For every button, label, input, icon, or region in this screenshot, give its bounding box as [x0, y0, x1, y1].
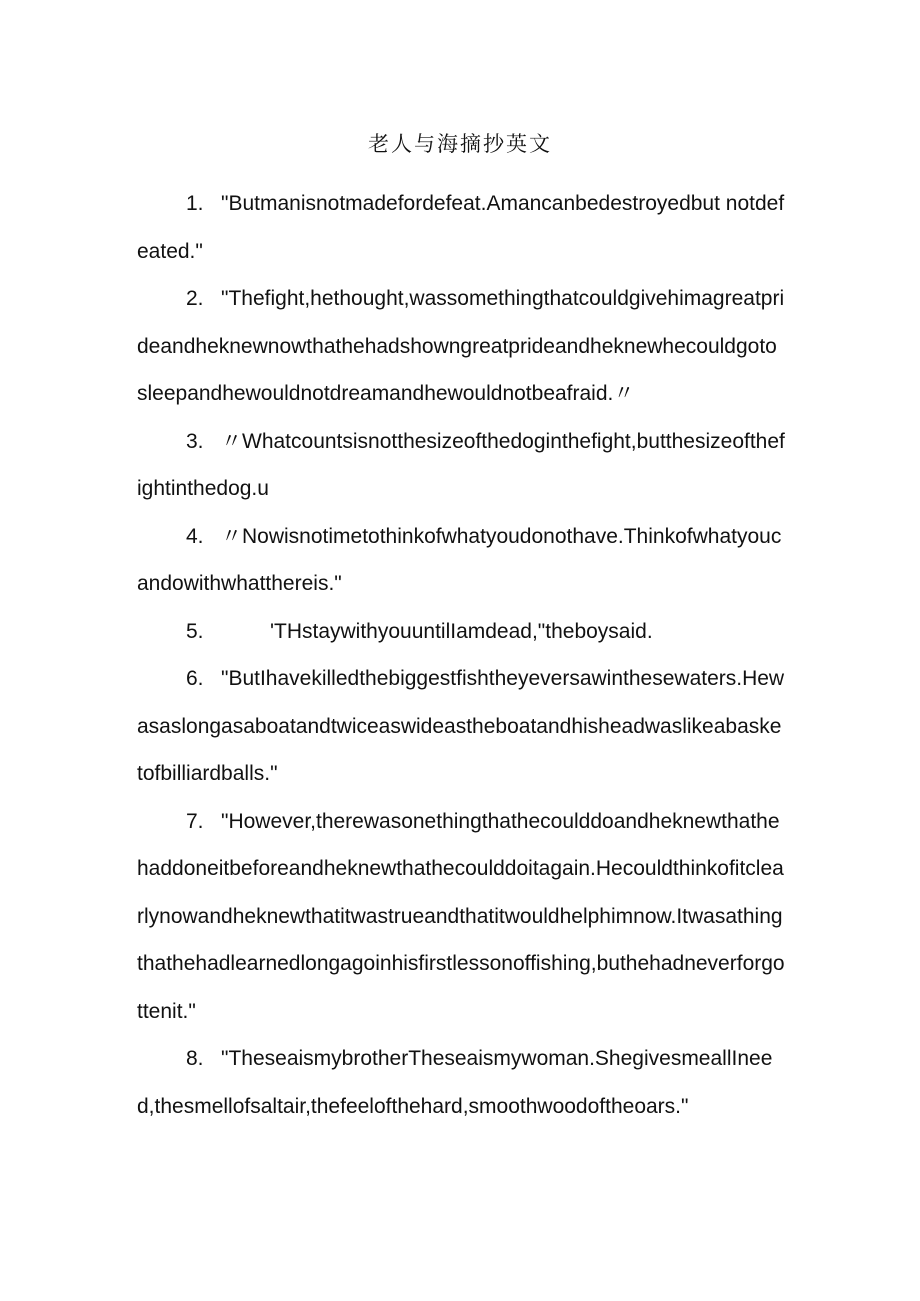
- quote-number: 5.: [186, 619, 204, 643]
- quote-item-6: [137, 655, 785, 798]
- document-title: 老人与海摘抄英文: [368, 132, 552, 156]
- quote-text: "Butmanisnotmadefordefeat.Amancanbedestroyedbut notdefeated.": [137, 192, 785, 263]
- quote-item-2: [137, 275, 785, 418]
- quote-item-7: [137, 798, 785, 1036]
- quote-text: "Thefight,hethought,wassomethingthatcouldgivehimagreatprideandheknewnowthathehadshowngreatprideandheknewhecouldgotosleepandhewouldnotdreamandhewouldnotbeafraid.〃: [137, 287, 785, 405]
- quote-item-8: [137, 1035, 785, 1130]
- quote-text: "However,therewasonethingthathecoulddoandheknewthathehaddoneitbeforeandheknewthathecoulddoitagain.Hecouldthinkofitclearlynowandheknewthatitwastrueandthatitwouldhelphimnow.Itwasathingthathehadlearnedlongagoinhisfirstlessonoffishing,buthehadneverforgottenit.": [137, 809, 785, 1023]
- quote-number: 3.: [186, 429, 204, 453]
- quote-number: 8.: [186, 1047, 204, 1070]
- quote-text: 'THstaywithyouuntilIamdead,"theboysaid.: [270, 619, 653, 643]
- quote-text: "TheseaismybrotherTheseaismywoman.ShegivesmeallIneed,thesmellofsaltair,thefeelofthehard,smoothwoodoftheoars.": [137, 1047, 773, 1118]
- quote-text: 〃Whatcountsisnotthesizeofthedoginthefight,butthesizeofthefightinthedog.u: [137, 429, 785, 500]
- quote-item-1: [137, 180, 785, 275]
- quote-item-5: [137, 608, 785, 656]
- quote-list: [137, 180, 785, 1130]
- quote-number: 2.: [186, 287, 204, 310]
- quote-number: 4.: [186, 524, 204, 548]
- quote-text: "ButIhavekilledthebiggestfishtheyeversawinthesewaters.Hewasaslongasaboatandtwiceaswideastheboatandhisheadwaslikeabasketofbilliardballs.": [137, 667, 785, 785]
- quote-number: 7.: [186, 809, 204, 833]
- quote-number: 6.: [186, 667, 204, 690]
- quote-number: 1.: [186, 192, 204, 215]
- quote-item-3: [137, 418, 785, 513]
- quote-item-4: [137, 513, 785, 608]
- quote-text: 〃Nowisnotimetothinkofwhatyoudonothave.Thinkofwhatyoucandowithwhatthereis.": [137, 524, 782, 595]
